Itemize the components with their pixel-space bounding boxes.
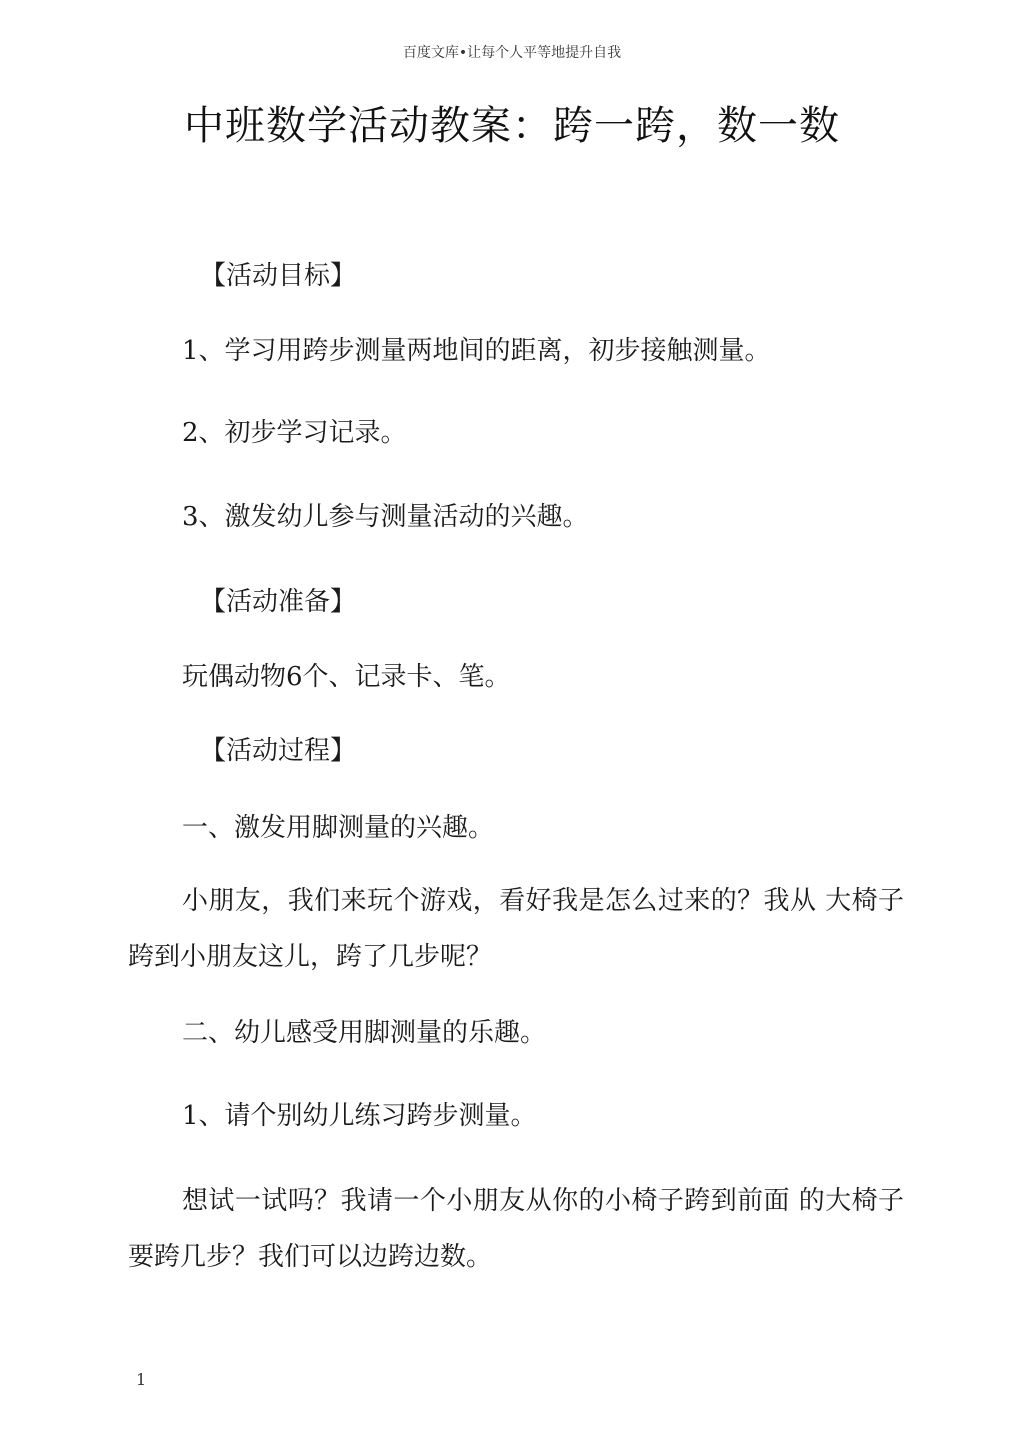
goal-item-1: 1、学习用跨步测量两地间的距离，初步接触测量。 <box>182 336 771 366</box>
document-title: 中班数学活动教案：跨一跨，数一数 <box>184 103 840 149</box>
header-note: 百度文库•让每个人平等地提升自我 <box>402 45 622 61</box>
step-2-heading: 二、幼儿感受用脚测量的乐趣。 <box>182 1018 547 1048</box>
goal-item-2: 2、初步学习记录。 <box>182 418 407 448</box>
step-1-heading: 一、激发用脚测量的兴趣。 <box>182 813 495 843</box>
process-heading: 【活动过程】 <box>200 736 357 766</box>
goals-heading: 【活动目标】 <box>200 261 357 291</box>
goal-item-3: 3、激发幼儿参与测量活动的兴趣。 <box>182 502 589 532</box>
paragraph-1: 小朋友，我们来玩个游戏，看好我是怎么过来的？我从 大椅子跨到小朋友这儿，跨了几步呢？ <box>128 886 904 972</box>
prep-text: 玩偶动物6个、记录卡、笔。 <box>182 662 511 692</box>
page-number: 1 <box>136 1370 147 1389</box>
step-2-item-1: 1、请个别幼儿练习跨步测量。 <box>182 1101 537 1131</box>
paragraph-2: 想试一试吗？我请一个小朋友从你的小椅子跨到前面 的大椅子要跨几步？我们可以边跨边数。 <box>128 1186 904 1272</box>
prep-heading: 【活动准备】 <box>200 587 357 617</box>
